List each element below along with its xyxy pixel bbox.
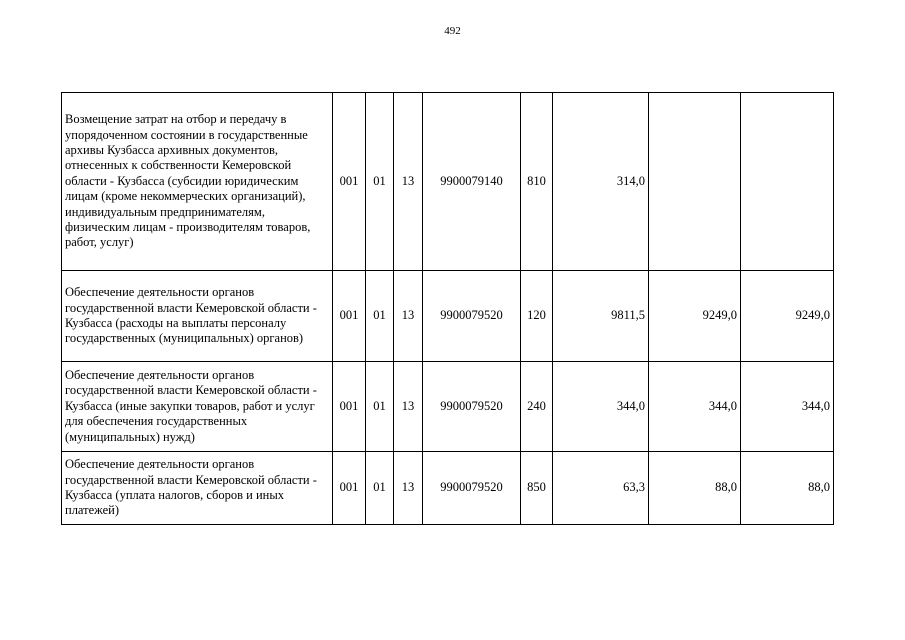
- table-row: [62, 271, 834, 362]
- amount-year-1: 314,0: [553, 93, 649, 271]
- expense-type-code: 240: [521, 362, 553, 452]
- amount-year-3: [741, 93, 834, 271]
- row-description: Обеспечение деятельности органов государственной власти Кемеровской области - Кузбасса (расходы на выплаты персоналу государственных (муниципальных) органов): [62, 271, 333, 362]
- amount-year-2: 9249,0: [649, 271, 741, 362]
- target-article-code: 9900079520: [423, 362, 521, 452]
- target-article-code: 9900079520: [423, 271, 521, 362]
- subsection-code: 13: [394, 452, 423, 525]
- subsection-code: 13: [394, 362, 423, 452]
- table-row: [62, 452, 834, 525]
- ministry-code: 001: [333, 452, 366, 525]
- expense-type-code: 850: [521, 452, 553, 525]
- ministry-code: 001: [333, 271, 366, 362]
- page-number: 492: [444, 25, 461, 37]
- amount-year-2: [649, 93, 741, 271]
- section-code: 01: [366, 362, 394, 452]
- amount-year-1: 344,0: [553, 362, 649, 452]
- row-description: Возмещение затрат на отбор и передачу в упорядоченном состоянии в государственные архивы Кузбасса архивных документов, отнесенных к собственности Кемеровской области - Кузбасса (субсидии юридическим лицам (кроме некоммерческих организаций), индивидуальным предпринимателям, физическим лицам - производителям товаров, работ, услуг): [62, 93, 333, 271]
- amount-year-1: 63,3: [553, 452, 649, 525]
- budget-table: [61, 92, 834, 525]
- subsection-code: 13: [394, 271, 423, 362]
- table-row: [62, 93, 834, 271]
- amount-year-3: 88,0: [741, 452, 834, 525]
- amount-year-1: 9811,5: [553, 271, 649, 362]
- section-code: 01: [366, 452, 394, 525]
- expense-type-code: 120: [521, 271, 553, 362]
- ministry-code: 001: [333, 362, 366, 452]
- subsection-code: 13: [394, 93, 423, 271]
- amount-year-2: 344,0: [649, 362, 741, 452]
- expense-type-code: 810: [521, 93, 553, 271]
- row-description: Обеспечение деятельности органов государственной власти Кемеровской области - Кузбасса (уплата налогов, сборов и иных платежей): [62, 452, 333, 525]
- section-code: 01: [366, 271, 394, 362]
- target-article-code: 9900079140: [423, 93, 521, 271]
- target-article-code: 9900079520: [423, 452, 521, 525]
- table-row: [62, 362, 834, 452]
- ministry-code: 001: [333, 93, 366, 271]
- amount-year-2: 88,0: [649, 452, 741, 525]
- amount-year-3: 9249,0: [741, 271, 834, 362]
- row-description: Обеспечение деятельности органов государственной власти Кемеровской области - Кузбасса (иные закупки товаров, работ и услуг для обеспечения государственных (муниципальных) нужд): [62, 362, 333, 452]
- amount-year-3: 344,0: [741, 362, 834, 452]
- section-code: 01: [366, 93, 394, 271]
